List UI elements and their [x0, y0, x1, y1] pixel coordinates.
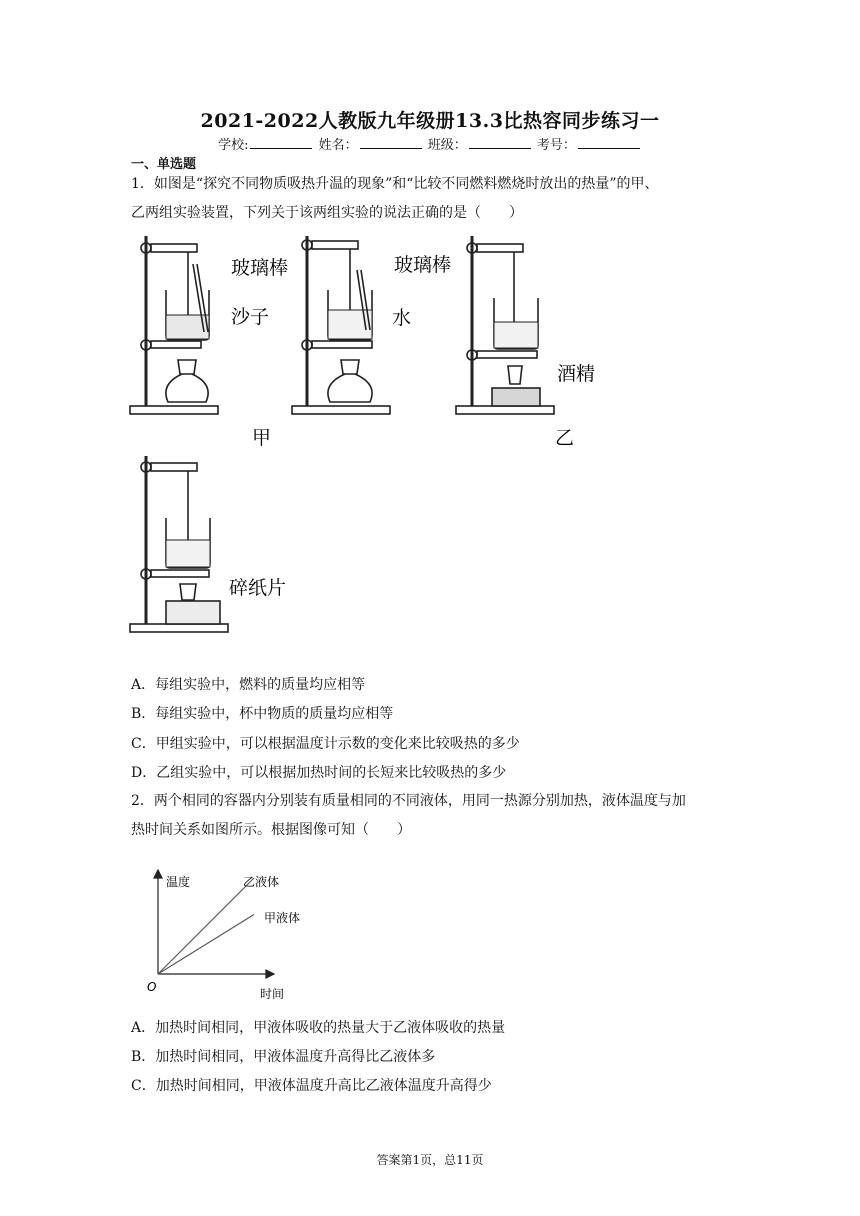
- label-water: 水: [392, 307, 412, 329]
- question-1-line-1: 1．如图是“探究不同物质吸热升温的现象”和“比较不同燃料燃烧时放出的热量”的甲、: [131, 176, 659, 192]
- y-axis-label: 温度: [166, 875, 191, 889]
- series-label-b: 乙液体: [243, 875, 280, 889]
- x-axis-arrow: [266, 970, 274, 978]
- q2-option-b: B．加热时间相同，甲液体温度升高得比乙液体多: [131, 1049, 436, 1065]
- section-title: 一、单选题: [131, 157, 197, 172]
- question-2-line-2: 热时间关系如图所示。根据图像可知（ ）: [131, 822, 411, 838]
- label-group-a: 甲: [252, 427, 272, 449]
- series-line-b: [158, 878, 254, 974]
- y-axis-arrow: [154, 870, 162, 878]
- q1-option-c: C．甲组实验中，可以根据温度计示数的变化来比较吸热的多少: [131, 736, 520, 752]
- label-glass-rod-1: 玻璃棒: [231, 257, 289, 279]
- q2-option-c: C．加热时间相同，甲液体温度升高比乙液体温度升高得少: [131, 1078, 492, 1094]
- label-sand: 沙子: [231, 306, 270, 328]
- page-title: 2021-2022人教版九年级册13.3比热容同步练习一: [200, 110, 660, 132]
- school-label: 学校:: [218, 138, 249, 153]
- page-footer: 答案第1页，总11页: [376, 1153, 484, 1167]
- q1-option-d: D．乙组实验中，可以根据加热时间的长短来比较吸热的多少: [131, 765, 507, 781]
- question-1-line-2: 乙两组实验装置，下列关于该两组实验的说法正确的是（ ）: [131, 205, 523, 221]
- origin-label: O: [147, 980, 157, 994]
- label-glass-rod-2: 玻璃棒: [394, 254, 452, 276]
- series-line-a: [158, 914, 254, 974]
- x-axis-label: 时间: [260, 987, 285, 1001]
- class-label: 班级：: [427, 138, 467, 153]
- name-label: 姓名：: [318, 138, 358, 153]
- exam-no-label: 考号：: [536, 138, 576, 153]
- question-2-line-1: 2．两个相同的容器内分别装有质量相同的不同液体，用同一热源分别加热，液体温度与加: [131, 793, 686, 809]
- q1-option-a: A．每组实验中，燃料的质量均应相等: [131, 677, 366, 693]
- label-alcohol: 酒精: [557, 363, 596, 385]
- q2-option-a: A．加热时间相同，甲液体吸收的热量大于乙液体吸收的热量: [131, 1020, 506, 1036]
- q1-option-b: B．每组实验中，杯中物质的质量均应相等: [131, 706, 394, 722]
- series-label-a: 甲液体: [264, 911, 301, 925]
- label-paper-scraps: 碎纸片: [229, 577, 287, 599]
- label-group-b: 乙: [555, 427, 575, 449]
